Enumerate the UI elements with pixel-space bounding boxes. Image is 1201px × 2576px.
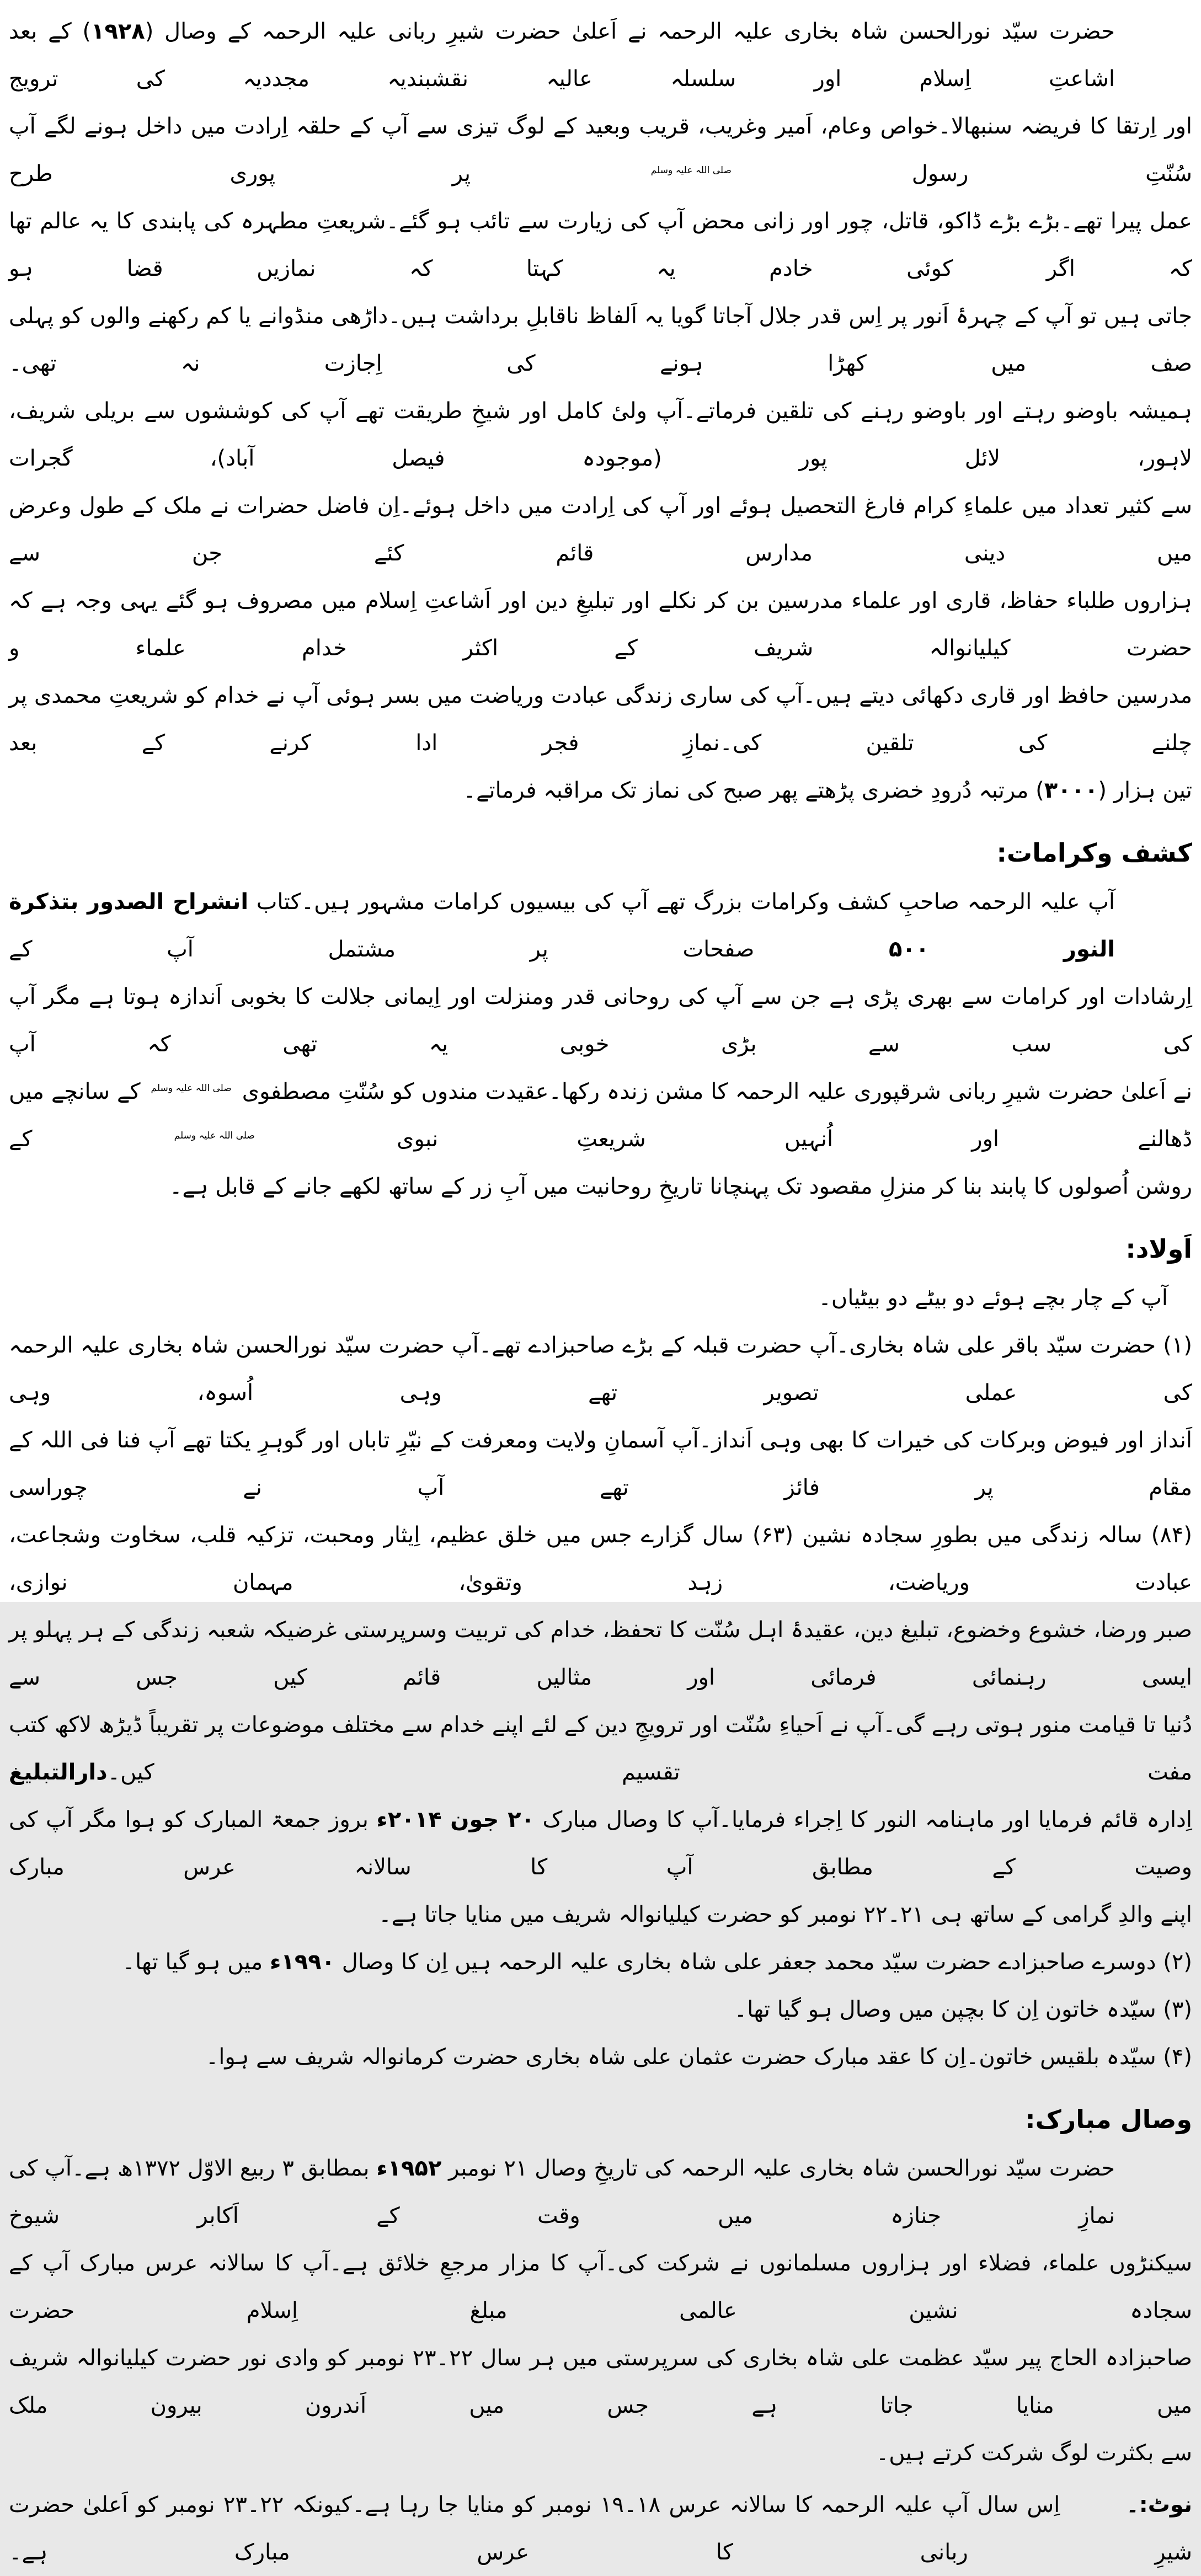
text-span: روشن اُصولوں کا پابند بنا کر منزلِ مقصود تک پہنچانا تاریخِ روحانیت میں آبِ زر کے ساتھ لکھے جانے کے قابل ہے۔ (169, 1174, 1192, 1199)
text-span: (۸۴) سالہ زندگی میں بطورِ سجادہ نشین (۶۳) سال گزارے جس میں خلق عظیم، اِیثار ومحبت، تزکیہ قلب، سخاوت وشجاعت، عبادت وریاضت، زہد وتقویٰ، مہمان نوازی، (9, 1522, 1192, 1595)
text-line (9, 1938, 1192, 1986)
text-span: صفحات پر مشتمل آپ کے (9, 937, 889, 962)
text-span: ۱۹۲۸ (91, 19, 145, 44)
text-span: ۳۰۰۰ (1044, 778, 1098, 803)
text-line (9, 767, 1192, 814)
text-span: (۱) حضرت سیّد باقر علی شاہ بخاری۔آپ حضرت قبلہ کے بڑے صاحبزادے تھے۔آپ حضرت سیّد نورالحسن شاہ بخاری علیہ الرحمہ کی عملی تصویر تھے وہی اُسوہ، وہی (9, 1333, 1192, 1405)
text-span: ہمیشہ باوضو رہتے اور باوضو رہنے کی تلقین فرماتے۔آپ ولیٔ کامل اور شیخِ طریقت تھے آپ کی کوششوں سے بریلی شریف، لاہور، لائل پور (موجودہ فیصل آباد)، گجرات (9, 398, 1192, 471)
text-span: انشراح الصدور بتذکرة النور (9, 889, 1115, 962)
text-span: ہزاروں طلباء حفاظ، قاری اور علماء مدرسین بن کر نکلے اور تبلیغِ دین اور اَشاعتِ اِسلام میں مصروف ہو گئے یہی وجہ ہے کہ حضرت کیلیانوالہ شریف کے اکثر خدام علماء و (9, 588, 1192, 661)
text-line (9, 2145, 1192, 2240)
note-line (9, 2481, 1192, 2576)
text-span: صاحبزادہ الحاج پیر سیّد عظمت علی شاہ بخاری کی سرپرستی میں ہر سال ۲۲۔۲۳ نومبر کو وادی نور حضرت کیلیانوالہ شریف میں منایا جاتا ہے جس میں اَندرون بیرون ملک (9, 2345, 1192, 2418)
text-span (929, 937, 1064, 962)
aulad-intro-line: آپ کے چار بچے ہوئے دو بیٹے دو بیٹیاں۔ (818, 1285, 1168, 1311)
kashf-paragraph (9, 878, 1192, 1210)
text-line (9, 973, 1192, 1068)
text-line (9, 2033, 1192, 2081)
text-span: سیکنڑوں علماء، فضلاء اور ہزاروں مسلمانوں نے شرکت کی۔آپ کا مزار مرجعِ خلائق ہے۔آپ کا سالانہ عرس مبارک آپ کے سجادہ نشین عالمی مبلغ اِسلام حضرت (9, 2251, 1192, 2323)
text-span: دارالتبلیغ (9, 1760, 108, 1785)
text-line (9, 292, 1192, 387)
text-line (9, 1701, 1192, 1796)
text-span: بروز جمعۃ المبارک کو ہوا مگر آپ کی وصیت کے مطابق آپ کا سالانہ عرس مبارک (9, 1807, 1192, 1880)
note-label: نوٹ:۔ (1126, 2492, 1192, 2518)
aulad-items (9, 1322, 1192, 2081)
text-span: ۱۹۹۰ء (269, 1949, 335, 1975)
text-span: ۲۰ جون ۲۰۱۴ء (376, 1807, 535, 1832)
text-span: (۴) سیّدہ بلقیس خاتون۔اِن کا عقد مبارک حضرت عثمان علی شاہ بخاری حضرت کرمانوالہ شریف سے ہوا۔ (205, 2044, 1192, 2070)
text-span: پر پوری طرح (9, 161, 648, 186)
text-span: جاتی ہیں تو آپ کے چہرۂ اَنور پر اِس قدر جلال آجاتا گویا یہ اَلفاظ ناقابلِ برداشت ہیں۔داڑھی منڈوانے یا کم رکھنے والوں کو پہلی صف میں کھڑا ہونے کی اِجازت نہ تھی۔ (9, 303, 1192, 376)
text-line (9, 1606, 1192, 1701)
text-span: عمل پیرا تھے۔بڑے بڑے ڈاکو، قاتل، چور اور زانی محض آپ کی زیارت سے تائب ہو گئے۔شریعتِ مطہرہ کی پابندی کا یہ عالم تھا کہ اگر کوئی خادم یہ کہتا کہ نمازیں قضا ہو (9, 209, 1192, 281)
section-kashf (9, 827, 1192, 1210)
text-line (9, 1891, 1192, 1938)
text-line (9, 672, 1192, 767)
text-span: صبر ورضا، خشوع وخضوع، تبلیغ دین، عقیدۂ اہل سُنّت کا تحفظ، خدام کی تربیت وسرپرستی غرضیکہ شعبہ زندگی کے ہر پہلو پر ایسی رہنمائی فرمائی اور مثالیں قائم کیں جس سے (9, 1617, 1192, 1690)
text-span: نے اَعلیٰ حضرت شیرِ ربانی شرقپوری علیہ الرحمہ کا مشن زندہ رکھا۔عقیدت مندوں کو سُنّتِ مصطفوی (234, 1079, 1193, 1104)
text-span: ) مرتبہ دُرودِ خضری پڑھتے پھر صبح کی نماز تک مراقبہ فرماتے۔ (463, 778, 1044, 803)
text-line (9, 197, 1192, 292)
section-aulad (9, 1223, 1192, 2081)
text-span: سے کثیر تعداد میں علماءِ کرام فارغ التحصیل ہوئے اور آپ کی اِرادت میں داخل ہوئے۔اِن فاضل حضرات نے ملک کے طول وعرض میں دینی مدارس قائم کئے جن سے (9, 493, 1192, 566)
text-line: نے اَعلیٰ حضرت شیرِ ربانی شرقپوری علیہ الرحمہ کا مشن زندہ رکھا۔عقیدت مندوں کو سُنّتِ مصطفوی صلی اللہ علیہ وسلم کے سانچے میں ڈھالنے اور اُنہیں شریعتِ نبوی صلی اللہ علیہ وسلم کے (9, 1079, 1193, 1152)
text-span: ۱۹۵۲ء (376, 2156, 442, 2181)
text-span: حضرت سیّد نورالحسن شاہ بخاری علیہ الرحمہ نے اَعلیٰ حضرت شیرِ ربانی علیہ الرحمہ کے وصال ( (145, 19, 1115, 44)
text-line (9, 1986, 1192, 2033)
text-line (9, 1322, 1192, 1417)
text-line (9, 577, 1192, 672)
text-span: (۳) سیّدہ خاتون اِن کا بچپن میں وصال ہو گیا تھا۔ (734, 1997, 1192, 2022)
text-line (9, 8, 1192, 103)
text-span: اِرشادات اور کرامات سے بھری پڑی ہے جن سے آپ کی روحانی قدر ومنزلت اور اِیمانی جلالت کا بخوبی اَندازہ ہوتا ہے مگر آپ کی سب سے بڑی خوبی یہ تھی کہ آپ (9, 984, 1192, 1057)
text-span: کے سانچے میں ڈھالنے اور اُنہیں شریعتِ نبوی (9, 1079, 1192, 1152)
section-heading-kashf: کشف وکرامات: (996, 838, 1192, 868)
text-line (9, 2429, 1192, 2477)
text-line (9, 2334, 1192, 2429)
text-line (9, 1163, 1192, 1210)
text-span: ) کے بعد اشاعتِ اِسلام اور سلسلہ عالیہ نقشبندیہ مجددیہ کی ترویج (9, 19, 1115, 92)
text-span: بمطابق ۳ ربیع الاوّل ۱۳۷۲ھ ہے۔آپ کی نمازِ جنازہ میں وقت کے اَکابر شیوخ (9, 2156, 1115, 2228)
text-span: (۲) دوسرے صاحبزادے حضرت سیّد محمد جعفر علی شاہ بخاری علیہ الرحمہ ہیں اِن کا وصال (335, 1949, 1192, 1975)
text-span: اپنے والدِ گرامی کے ساتھ ہی ۲۱۔۲۲ نومبر کو حضرت کیلیانوالہ شریف میں منایا جاتا ہے۔ (378, 1902, 1192, 1927)
text-span: آپ علیہ الرحمہ صاحبِ کشف وکرامات بزرگ تھے آپ کی بیسیوں کرامات مشہور ہیں۔کتاب (248, 889, 1115, 915)
text-span: اِدارہ قائم فرمایا اور ماہنامہ النور کا اِجراء فرمایا۔آپ کا وصال مبارک (534, 1807, 1192, 1832)
text-span: میں ہو گیا تھا۔ (122, 1949, 270, 1975)
text-line (9, 2240, 1192, 2334)
text-line (9, 878, 1192, 973)
section-wisal (9, 2094, 1192, 2477)
text-span: اور اِرتقا کا فریضہ سنبھالا۔خواص وعام، اَمیر وغریب، قریب وبعید کے لوگ تیزی سے آپ کے حلقہ اِرادت میں داخل ہونے لگے آپ سُنّتِ رسول (9, 114, 1192, 186)
text-span: سے بکثرت لوگ شرکت کرتے ہیں۔ (876, 2440, 1192, 2466)
text-line (9, 387, 1192, 482)
intro-paragraph (9, 8, 1192, 814)
section-heading-wisal: وصال مبارک: (1025, 2104, 1192, 2134)
section-heading-aulad: اَولاد: (1125, 1234, 1192, 1264)
wisal-paragraph (9, 2145, 1192, 2477)
text-line (9, 1511, 1192, 1606)
text-line: اور اِرتقا کا فریضہ سنبھالا۔خواص وعام، اَمیر وغریب، قریب وبعید کے لوگ تیزی سے آپ کے حلقہ اِرادت میں داخل ہونے لگے آپ سُنّتِ رسول صلی اللہ علیہ وسلم پر پوری طرح (9, 114, 1192, 186)
text-line (9, 482, 1192, 577)
text-span: دُنیا تا قیامت منور ہوتی رہے گی۔آپ نے اَحیاءِ سُنّت اور ترویجِ دین کے لئے اپنے خدام سے مختلف موضوعات پر تقریباً ڈیڑھ لاکھ کتب مفت تقسیم کیں۔ (9, 1712, 1193, 1785)
text-span: ۵۰۰ (888, 937, 930, 962)
text-span: کے (9, 1126, 171, 1152)
text-line (9, 1796, 1192, 1891)
text-span: اَنداز اور فیوض وبرکات کی خیرات کا بھی وہی اَنداز۔آپ آسمانِ ولایت ومعرفت کے نیّرِ تاباں اور گوہرِ یکتا تھے آپ فنا فی اللہ کے مقام پر فائز تھے آپ نے چوراسی (9, 1428, 1192, 1500)
text-span: حضرت سیّد نورالحسن شاہ بخاری علیہ الرحمہ کی تاریخِ وصال ۲۱ نومبر (441, 2156, 1115, 2181)
text-span: تین ہزار ( (1098, 778, 1192, 803)
text-line (9, 1417, 1192, 1511)
note-text: اِس سال آپ علیہ الرحمہ کا سالانہ عرس ۱۸۔۱۹ نومبر کو منایا جا رہا ہے۔کیونکہ ۲۲۔۲۳ نومبر کو اَعلیٰ حضرت شیرِ ربانی کا عرس مبارک ہے۔ (9, 2492, 1192, 2565)
text-span: مدرسین حافظ اور قاری دکھائی دیتے ہیں۔آپ کی ساری زندگی عبادت وریاضت میں بسر ہوئی آپ نے خدام کو شریعتِ محمدی پر چلنے کی تلقین کی۔نمازِ فجر ادا کرنے کے بعد (9, 683, 1192, 756)
